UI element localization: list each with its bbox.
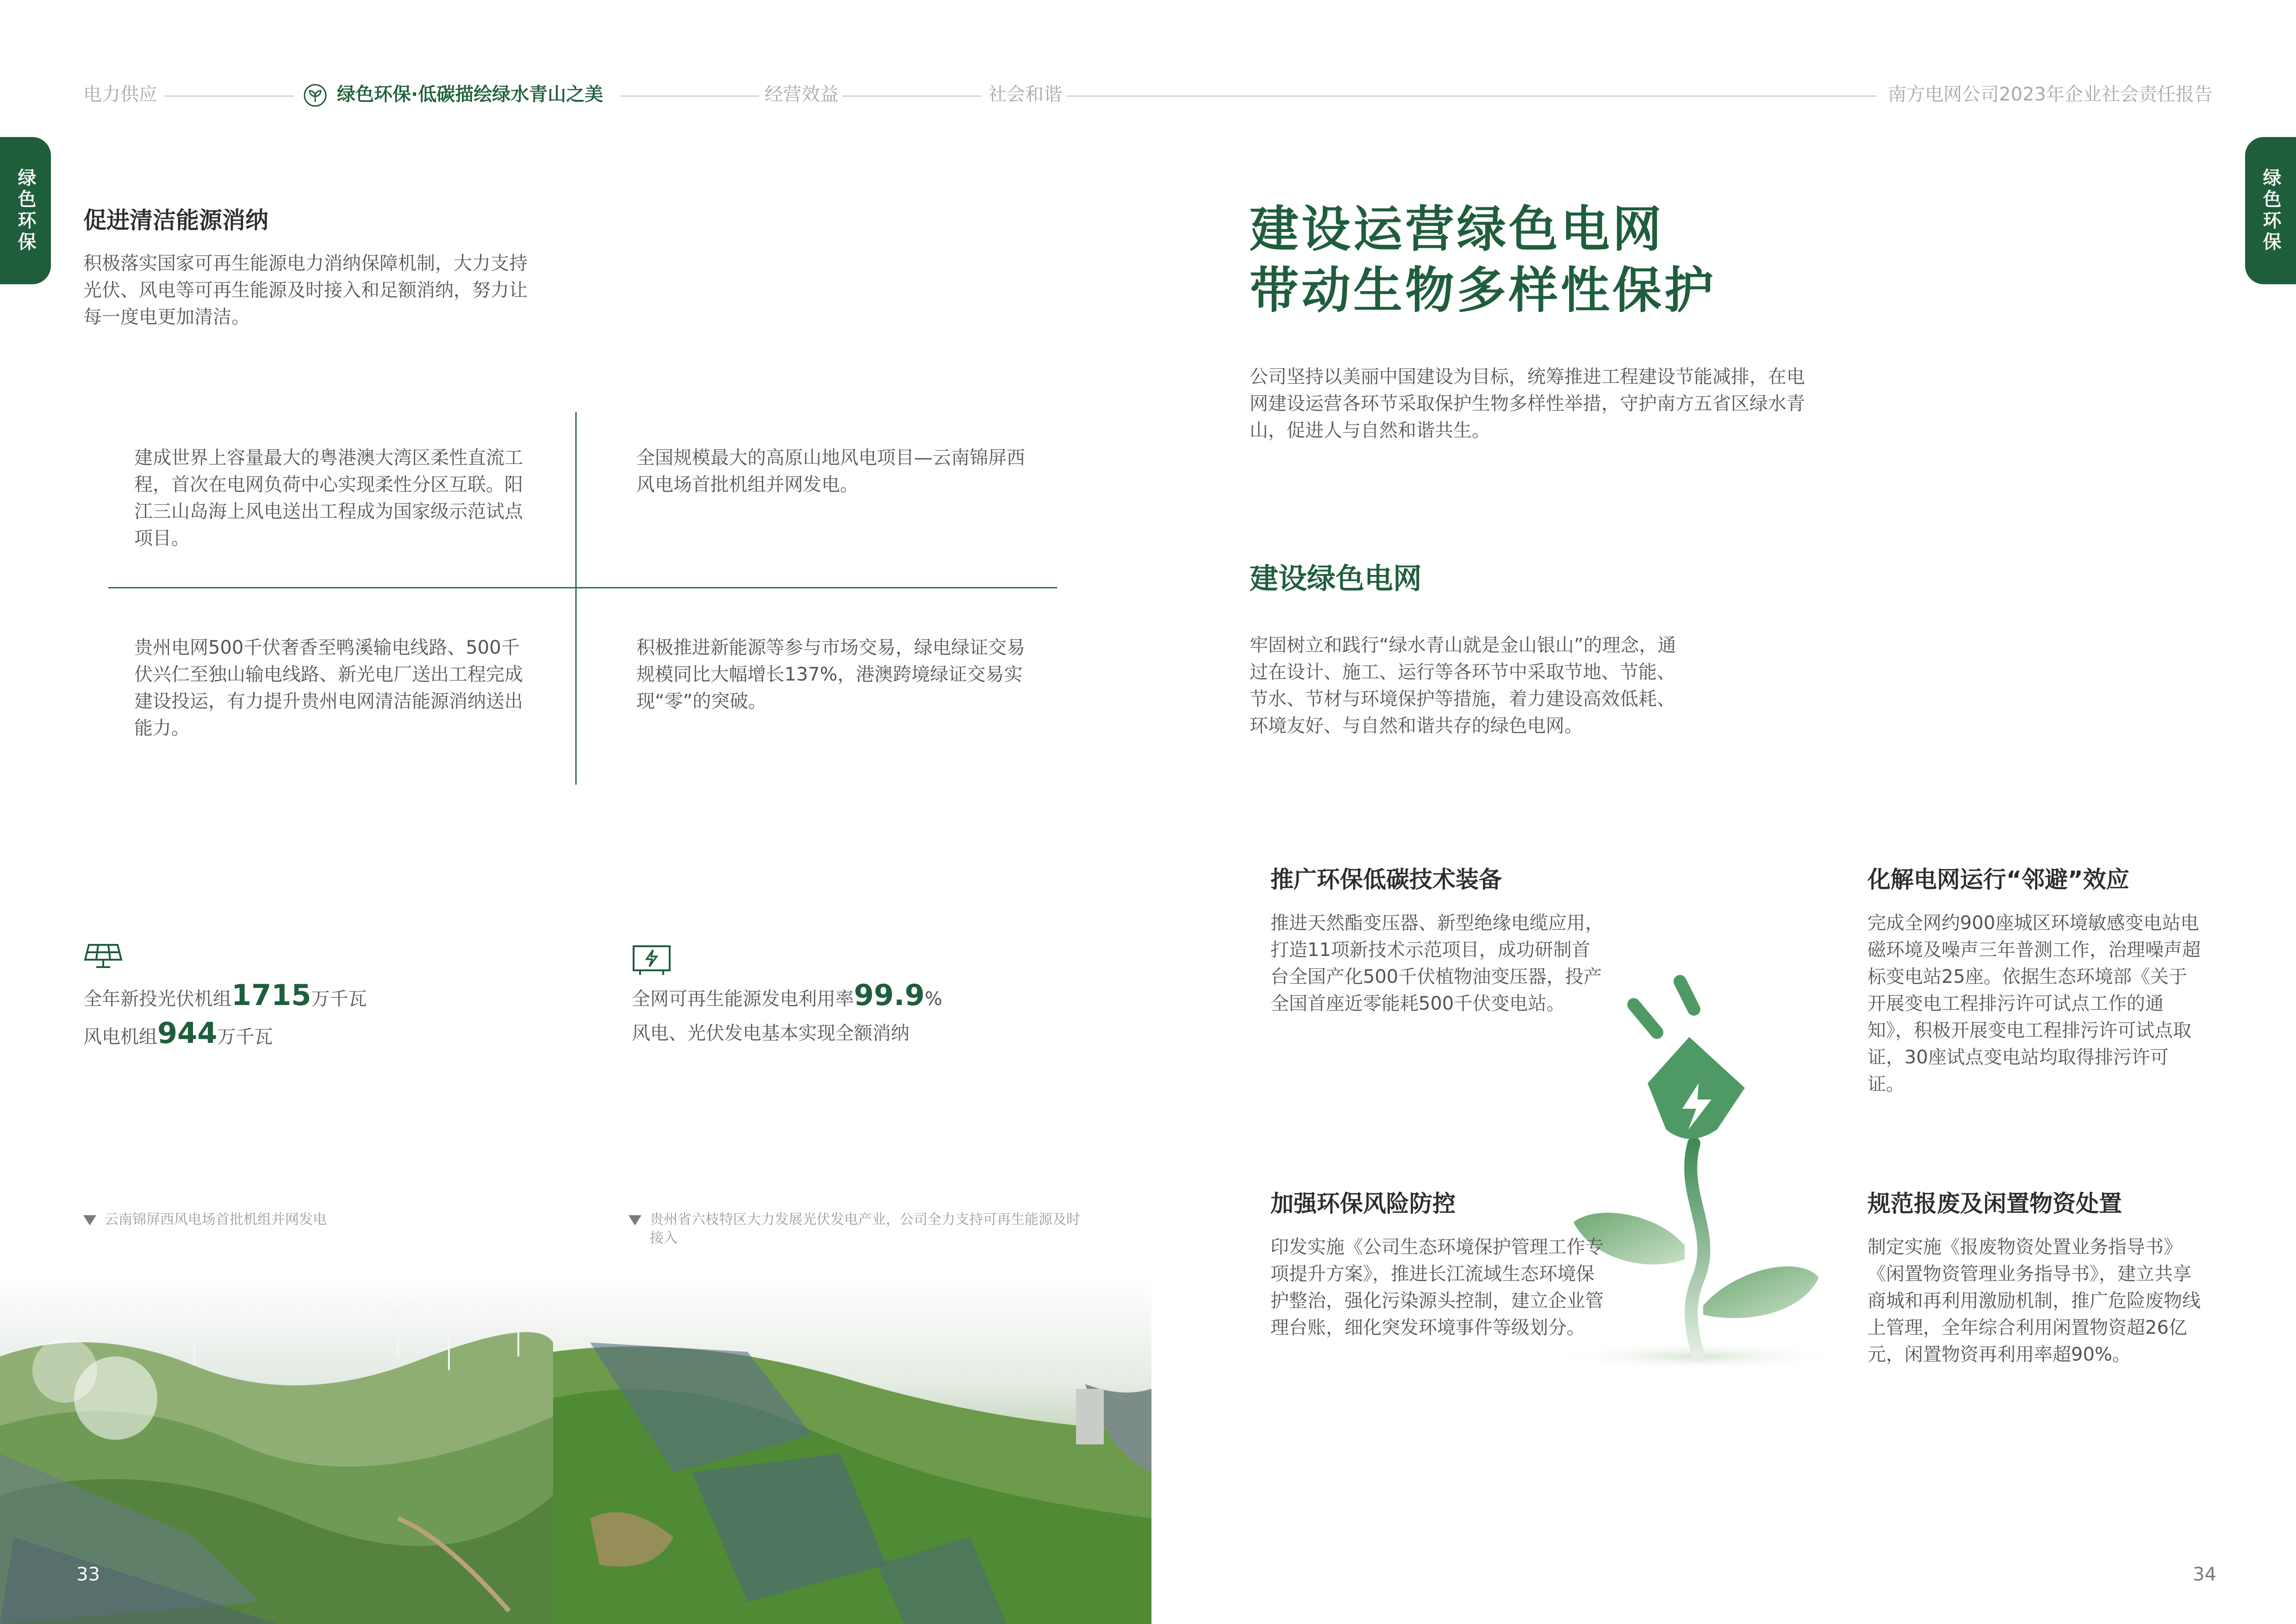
- solar-stat: [83, 977, 367, 1018]
- page-number-left: 33: [76, 1564, 100, 1585]
- utilization-stat-value: 99.9: [854, 978, 925, 1012]
- nav-divider: [1067, 95, 1877, 97]
- page-number-right: 34: [2193, 1564, 2216, 1585]
- utilization-stat-label: 全网可再生能源发电利用率: [632, 988, 854, 1010]
- section-title-clean-energy: 促进清洁能源消纳: [83, 207, 268, 234]
- green-grid-text: 牢固树立和践行“绿水青山就是金山银山”的理念，通过在设计、施工、运行等各环节中采取节地、节能、节水、节材与环境保护等措施，着力建设高效低耗、环境友好、与自然和谐共存的绿色电网。: [1250, 635, 1676, 737]
- utilization-stat: [632, 977, 942, 1018]
- nav-item-business[interactable]: 经营效益: [765, 84, 839, 105]
- caption-marker-icon: [83, 1215, 96, 1225]
- block-text-eco-tech: 推进天然酯变压器、新型绝缘电缆应用，打造11项新技术示范项目，成功研制首台全国产化500千伏植物油变压器，投产全国首座近零能耗500千伏变电站。: [1270, 912, 1604, 1014]
- solar-stat-unit: 万千瓦: [311, 988, 367, 1010]
- block-title-scrap: 规范报废及闲置物资处置: [1867, 1190, 2122, 1217]
- page-title-line: 带动生物多样性保护: [1250, 262, 1716, 319]
- block-text-risk: 印发实施《公司生态环境保护管理工作专项提升方案》，推进长江流域生态环境保护整治，强化污染源头控制，建立企业管理台账，细化突发环境事件等级划分。: [1270, 1237, 1604, 1338]
- solar-stat-value: 1715: [231, 978, 311, 1012]
- clean-energy-intro: 积极落实国家可再生能源电力消纳保障机制，大力支持光伏、风电等可再生能源及时接入和足额消纳，努力让每一度电更加清洁。: [83, 253, 528, 328]
- caption-marker-icon: [628, 1215, 641, 1225]
- block-title-risk: 加强环保风险防控: [1270, 1190, 1456, 1217]
- nav-divider: [620, 95, 759, 97]
- grid-divider-vertical: [575, 412, 577, 785]
- leaf-icon: [303, 83, 327, 107]
- side-tab-left[interactable]: 绿色环保: [0, 137, 51, 284]
- block-text-scrap: 制定实施《报废物资处置业务指导书》《闲置物资管理业务指导书》，建立共享商城和再利用激励机制，推广危险废物线上管理，全年综合利用闲置物资超26亿元，闲置物资再利用率超90%。: [1867, 1237, 2201, 1365]
- wind-stat-value: 944: [157, 1016, 218, 1050]
- grid-item: 建成世界上容量最大的粤港澳大湾区柔性直流工程，首次在电网负荷中心实现柔性分区互联。阳江三山岛海上风电送出工程成为国家级示范试点项目。: [134, 447, 523, 549]
- right-intro: 公司坚持以美丽中国建设为目标，统筹推进工程建设节能减排，在电网建设运营各环节采取保护生物多样性举措，守护南方五省区绿水青山，促进人与自然和谐共生。: [1250, 366, 1805, 441]
- nav-item-green[interactable]: 绿色环保·低碳描绘绿水青山之美: [337, 84, 604, 105]
- photo-caption-wind: [83, 1211, 523, 1229]
- block-title-nimby: 化解电网运行“邻避”效应: [1867, 866, 2129, 893]
- caption-text: 贵州省六枝特区大力发展光伏发电产业，公司全力支持可再生能源及时接入: [650, 1212, 1080, 1246]
- nav-item-power-supply[interactable]: 电力供应: [83, 84, 157, 105]
- block-text-nimby: 完成全网约900座城区环境敏感变电站电磁环境及噪声三年普测工作，治理噪声超标变电站25座。依据生态环境部《关于开展变电工程排污许可试点工作的通知》，积极开展变电工程排污许可试点取证，30座试点变电站均取得排污许可证。: [1867, 912, 2201, 1095]
- side-tab-right[interactable]: 绿色环保: [2245, 137, 2296, 284]
- grid-item: 全国规模最大的高原山地风电项目—云南锦屏西风电场首批机组并网发电。: [636, 447, 1025, 495]
- photo-caption-solar: [628, 1211, 1082, 1248]
- wind-stat-label: 风电机组: [83, 1026, 157, 1048]
- utilization-note: 风电、光伏发电基本实现全额消纳: [632, 1023, 909, 1044]
- power-battery-icon: [632, 944, 672, 976]
- solar-panel-icon: [83, 942, 123, 970]
- nav-divider: [842, 95, 981, 97]
- page-title-line: 建设运营绿色电网: [1250, 201, 1664, 258]
- page-title: [1250, 199, 1716, 321]
- nav-divider: [164, 95, 294, 97]
- nav-item-society[interactable]: 社会和谐: [988, 84, 1062, 105]
- section-title-green-grid: 建设绿色电网: [1250, 562, 1422, 595]
- caption-text: 云南锦屏西风电场首批机组并网发电: [105, 1212, 327, 1228]
- wind-stat-unit: 万千瓦: [217, 1026, 273, 1048]
- grid-item: 积极推进新能源等参与市场交易，绿电绿证交易规模同比大幅增长137%，港澳跨境绿证交易实现“零”的突破。: [636, 637, 1025, 712]
- photo-solar-farm: [553, 1278, 1151, 1624]
- grid-item: 贵州电网500千伏奢香至鸭溪输电线路、500千伏兴仁至独山输电线路、新光电厂送出工程完成建设投运，有力提升贵州电网清洁能源消纳送出能力。: [134, 637, 523, 739]
- block-title-eco-tech: 推广环保低碳技术装备: [1270, 866, 1502, 893]
- utilization-stat-unit: %: [924, 988, 942, 1010]
- report-title: 南方电网公司2023年企业社会责任报告: [1888, 84, 2213, 105]
- grid-divider-horizontal: [108, 587, 1057, 588]
- solar-stat-label: 全年新投光伏机组: [83, 988, 231, 1010]
- wind-stat: [83, 1015, 273, 1056]
